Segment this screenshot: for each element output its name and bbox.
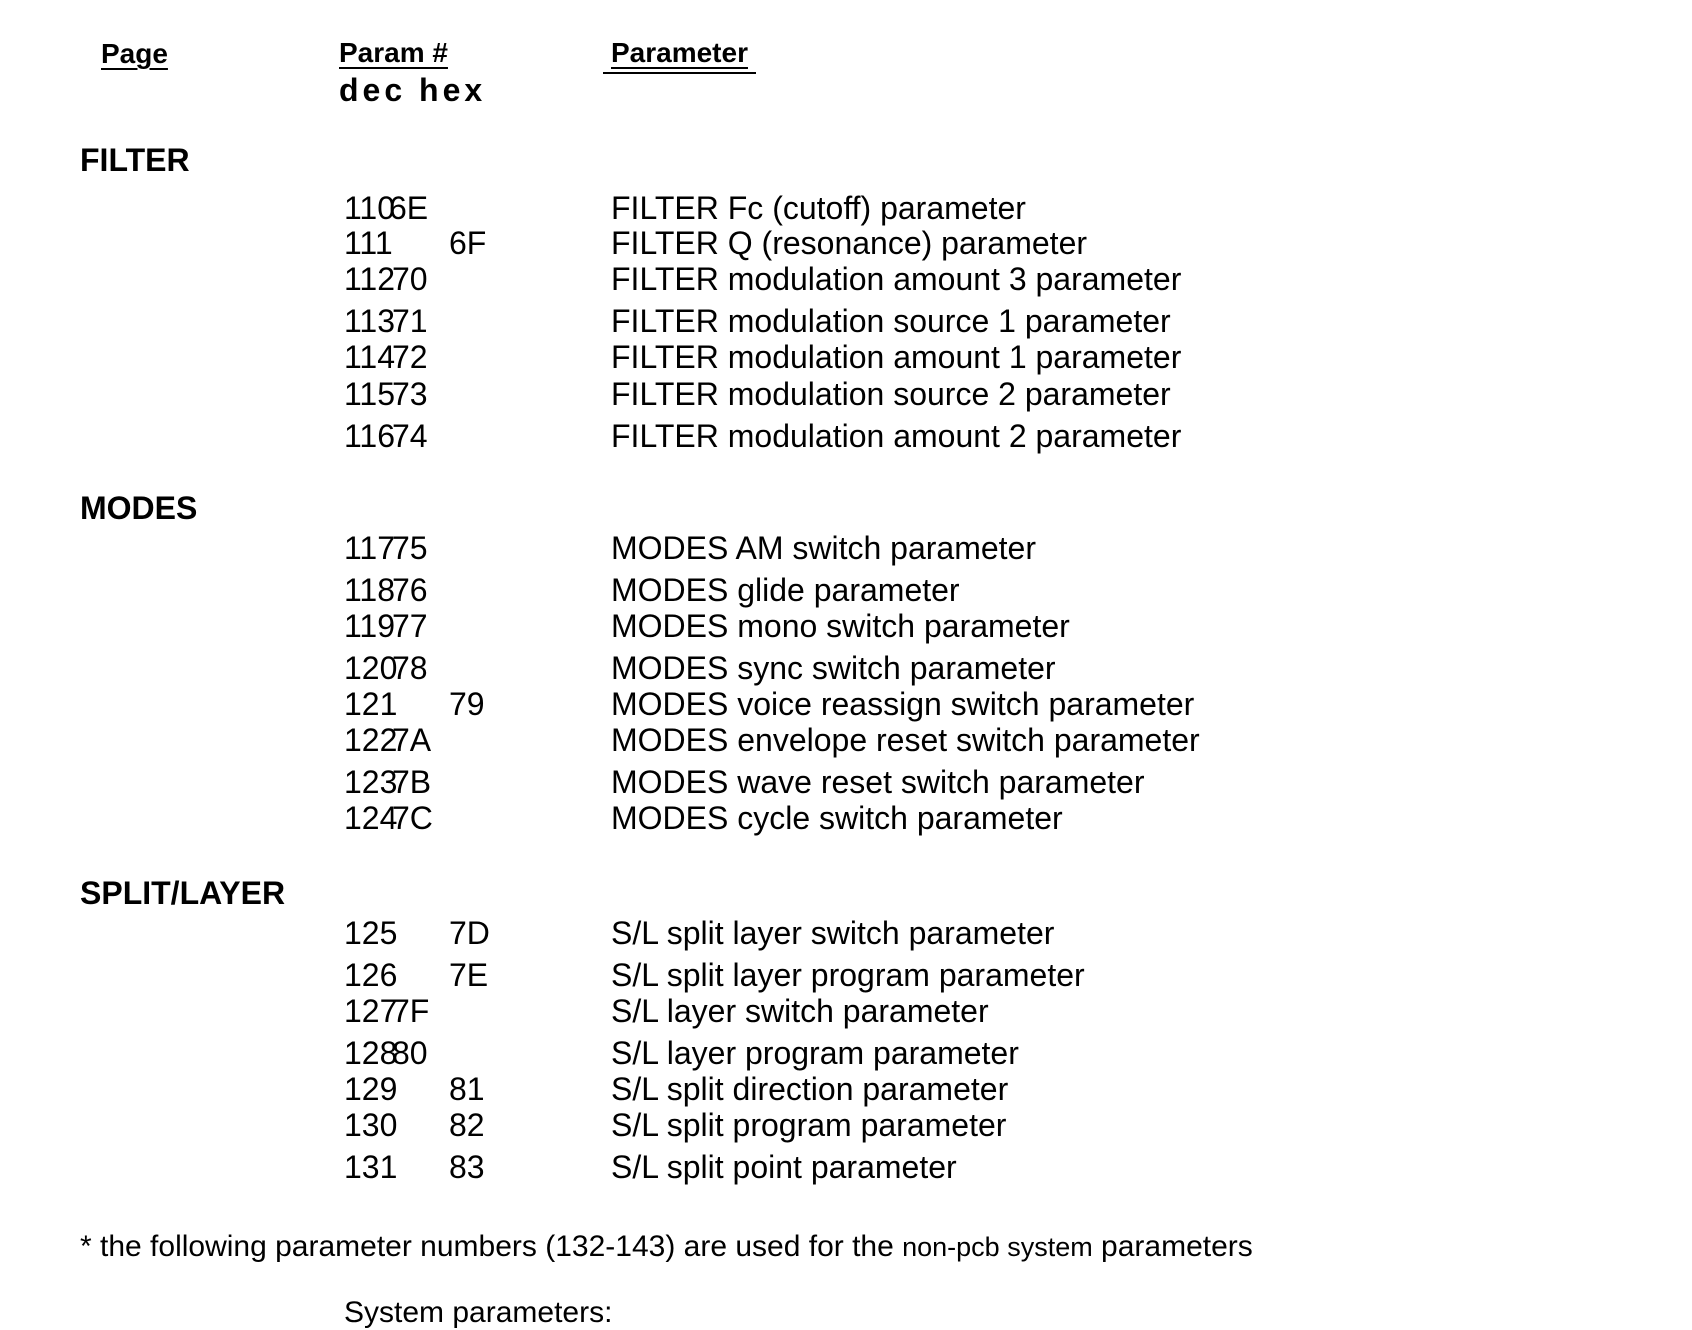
param-description: MODES glide parameter <box>611 572 960 608</box>
param-hex: 78 <box>392 650 428 686</box>
param-dec: 116 <box>344 418 396 454</box>
footnote <box>80 1230 1253 1264</box>
param-hex: 73 <box>392 376 428 412</box>
param-dec: 112 <box>344 261 396 297</box>
param-dec: 110 <box>344 190 396 226</box>
param-hex: 7B <box>392 764 432 800</box>
param-dec: 125 <box>344 915 398 951</box>
param-hex: 7A <box>392 722 432 758</box>
param-dec: 119 <box>344 608 396 644</box>
param-hex: 6E <box>389 190 429 226</box>
param-hex: 81 <box>449 1071 485 1107</box>
param-hex: 7F <box>392 993 430 1029</box>
param-dec: 118 <box>344 572 396 608</box>
param-hex: 7E <box>449 957 489 993</box>
param-dec: 124 <box>344 800 398 836</box>
param-dec: 129 <box>344 1071 398 1107</box>
section-heading-split-layer: SPLIT/LAYER <box>80 875 286 911</box>
param-dec: 122 <box>344 722 398 758</box>
dec-hex-subheader: dec hex <box>339 72 487 108</box>
param-hex: 76 <box>392 572 428 608</box>
param-description: MODES mono switch parameter <box>611 608 1070 644</box>
param-number-column-header: Param # <box>339 37 448 68</box>
param-hex: 71 <box>392 303 428 339</box>
param-hex: 80 <box>392 1035 428 1071</box>
param-dec: 123 <box>344 764 398 800</box>
param-hex: 74 <box>392 418 428 454</box>
param-description: S/L split program parameter <box>611 1107 1007 1143</box>
param-dec: 115 <box>344 376 396 412</box>
param-hex: 79 <box>449 686 485 722</box>
footnote-suffix: parameters <box>1092 1230 1253 1263</box>
param-description: S/L split layer switch parameter <box>611 915 1055 951</box>
param-dec: 121 <box>344 686 398 722</box>
param-description: MODES voice reassign switch parameter <box>611 686 1195 722</box>
param-hex: 77 <box>392 608 428 644</box>
param-description: MODES envelope reset switch parameter <box>611 722 1200 758</box>
param-dec: 120 <box>344 650 398 686</box>
param-dec: 117 <box>344 530 396 566</box>
param-description: FILTER Q (resonance) parameter <box>611 225 1088 261</box>
param-description: S/L layer switch parameter <box>611 993 989 1029</box>
param-hex: 75 <box>392 530 428 566</box>
param-description: MODES wave reset switch parameter <box>611 764 1145 800</box>
param-dec: 131 <box>344 1149 398 1185</box>
param-description: MODES cycle switch parameter <box>611 800 1063 836</box>
footnote-small-text: non-pcb system <box>902 1232 1093 1262</box>
param-description: FILTER modulation amount 2 parameter <box>611 418 1182 454</box>
page-column-header: Page <box>101 38 168 69</box>
section-heading-filter: FILTER <box>80 142 190 178</box>
param-dec: 114 <box>344 339 396 375</box>
footnote-prefix: * the following parameter numbers (132-143) are used for the <box>80 1230 903 1263</box>
param-description: FILTER modulation source 2 parameter <box>611 376 1171 412</box>
param-description: S/L layer program parameter <box>611 1035 1019 1071</box>
param-dec: 130 <box>344 1107 398 1143</box>
param-dec: 127 <box>344 993 398 1029</box>
param-description: FILTER modulation amount 3 parameter <box>611 261 1182 297</box>
param-hex: 72 <box>392 339 428 375</box>
param-description: FILTER Fc (cutoff) parameter <box>611 190 1026 226</box>
param-hex: 82 <box>449 1107 485 1143</box>
param-dec: 126 <box>344 957 398 993</box>
param-description: MODES AM switch parameter <box>611 530 1036 566</box>
param-description: MODES sync switch parameter <box>611 650 1056 686</box>
param-description: S/L split layer program parameter <box>611 957 1085 993</box>
param-hex: 7C <box>392 800 433 836</box>
param-hex: 83 <box>449 1149 485 1185</box>
parameter-column-header: Parameter <box>603 37 756 74</box>
param-dec: 128 <box>344 1035 398 1071</box>
param-description: S/L split direction parameter <box>611 1071 1009 1107</box>
param-description: FILTER modulation amount 1 parameter <box>611 339 1182 375</box>
param-hex: 70 <box>392 261 428 297</box>
cut-off-line: System parameters: <box>344 1296 613 1329</box>
param-hex: 7D <box>449 915 490 951</box>
param-description: S/L split point parameter <box>611 1149 957 1185</box>
param-description: FILTER modulation source 1 parameter <box>611 303 1171 339</box>
section-heading-modes: MODES <box>80 490 198 526</box>
param-hex: 6F <box>449 225 487 261</box>
param-dec: 111 <box>344 225 393 261</box>
param-dec: 113 <box>344 303 396 339</box>
